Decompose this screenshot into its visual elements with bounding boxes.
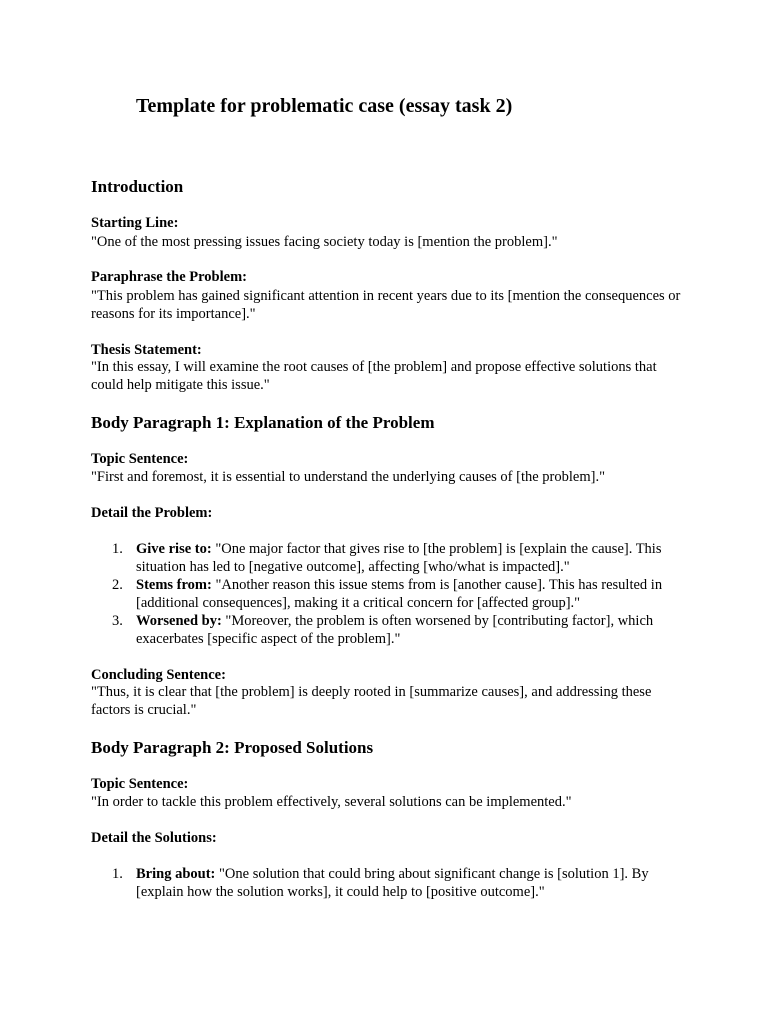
thesis-label: Thesis Statement:	[91, 342, 202, 358]
body1-topic-text: "First and foremost, it is essential to understand the underlying causes of [the problem]."	[91, 469, 605, 485]
list-item	[136, 865, 696, 901]
list-item-text: "One solution that could bring about significant change is [solution 1]. By [explain how the solution works], it could help to [positive outcome]."	[136, 866, 649, 900]
list-item-number: 3.	[112, 613, 123, 629]
list-item-text: "Another reason this issue stems from is [another cause]. This has resulted in [additional consequences], making it a critical concern for [affected group]."	[136, 577, 663, 611]
paraphrase-label: Paraphrase the Problem:	[91, 269, 247, 285]
list-item-term: Bring about:	[136, 866, 216, 882]
introduction-heading: Introduction	[91, 177, 184, 196]
detail-solutions-label: Detail the Solutions:	[91, 830, 217, 846]
list-item	[136, 576, 696, 612]
paraphrase-text: "This problem has gained significant attention in recent years due to its [mention the consequences or reasons for its importance]."	[91, 288, 681, 322]
list-item	[136, 612, 696, 648]
document-title: Template for problematic case (essay task 2)	[136, 95, 513, 117]
list-item-term: Give rise to:	[136, 541, 212, 557]
list-item	[136, 540, 696, 576]
detail-problem-label: Detail the Problem:	[91, 505, 213, 521]
list-item-text: "One major factor that gives rise to [the problem] is [explain the cause]. This situation has led to [negative outcome], affecting [who/what is impacted]."	[136, 541, 662, 575]
list-item-number: 1.	[112, 541, 123, 557]
body2-topic-label: Topic Sentence:	[91, 776, 189, 792]
body1-heading: Body Paragraph 1: Explanation of the Problem	[91, 413, 435, 432]
concluding-label: Concluding Sentence:	[91, 667, 226, 683]
starting-line-text: "One of the most pressing issues facing society today is [mention the problem]."	[91, 234, 558, 250]
list-item-number: 1.	[112, 866, 123, 882]
concluding-text: "Thus, it is clear that [the problem] is deeply rooted in [summarize causes], and addressing these factors is crucial."	[91, 684, 652, 718]
list-item-term: Stems from:	[136, 577, 212, 593]
thesis-text: "In this essay, I will examine the root causes of [the problem] and propose effective solutions that could help mitigate this issue."	[91, 359, 657, 393]
list-item-text: "Moreover, the problem is often worsened by [contributing factor], which exacerbates [specific aspect of the problem]."	[136, 613, 654, 647]
starting-line-label: Starting Line:	[91, 215, 179, 231]
body2-heading: Body Paragraph 2: Proposed Solutions	[91, 738, 374, 757]
body1-topic-label: Topic Sentence:	[91, 451, 189, 467]
list-item-number: 2.	[112, 577, 123, 593]
body2-topic-text: "In order to tackle this problem effectively, several solutions can be implemented."	[91, 794, 572, 810]
list-item-term: Worsened by:	[136, 613, 222, 629]
